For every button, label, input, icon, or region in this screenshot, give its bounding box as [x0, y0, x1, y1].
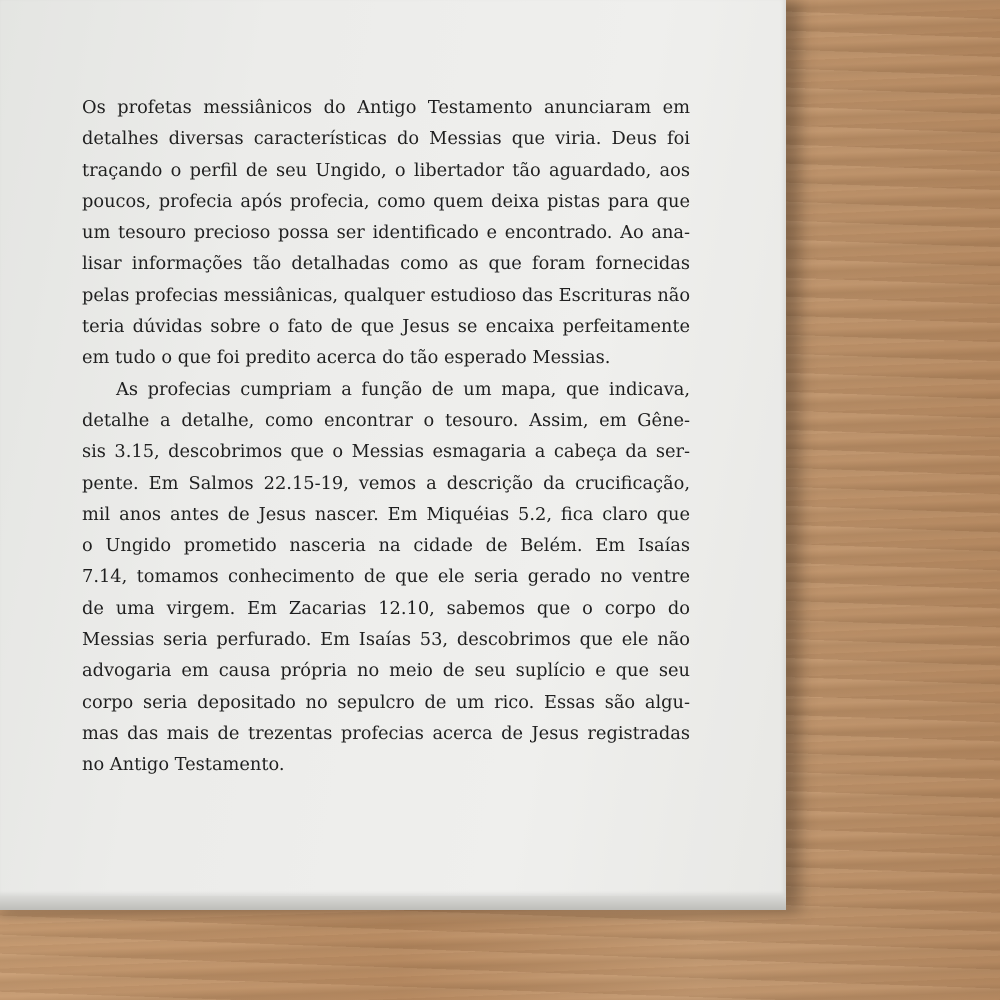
text-line: mas das mais de trezentas profecias acerca de Jesus registradas: [82, 722, 690, 744]
text-line: traçando o perfil de seu Ungido, o libertador tão aguardado, aos: [82, 159, 690, 181]
text-line: o Ungido prometido nasceria na cidade de Belém. Em Isaías: [82, 535, 690, 557]
text-line: em tudo o que foi predito acerca do tão esperado Messias.: [82, 347, 611, 369]
text-line: Os profetas messiânicos do Antigo Testamento anunciaram em: [82, 97, 690, 118]
text-line: lisar informações tão detalhadas como as que foram fornecidas: [82, 253, 690, 275]
text-line: pelas profecias messiânicas, qualquer estudioso das Escrituras não: [82, 284, 691, 306]
text-line: mil anos antes de Jesus nascer. Em Miquéias 5.2, fica claro que: [82, 503, 690, 525]
text-line: 7.14, tomamos conhecimento de que ele seria gerado no ventre: [82, 566, 690, 588]
paragraph-2: [82, 374, 690, 781]
text-line: advogaria em causa própria no meio de seu suplício e que seu: [82, 660, 690, 682]
text-line: detalhes diversas características do Messias que viria. Deus foi: [82, 128, 690, 150]
text-line: corpo seria depositado no sepulcro de um rico. Essas são algu-: [82, 691, 690, 713]
text-line: teria dúvidas sobre o fato de que Jesus se encaixa perfeitamente: [82, 316, 690, 338]
body-text: [82, 92, 690, 781]
text-line: As profecias cumpriam a função de um mapa, que indicava,: [116, 378, 690, 400]
text-line: um tesouro precioso possa ser identificado e encontrado. Ao ana-: [82, 222, 690, 244]
text-line: poucos, profecia após profecia, como quem deixa pistas para que: [82, 190, 690, 212]
text-line: de uma virgem. Em Zacarias 12.10, sabemos que o corpo do: [82, 597, 690, 619]
text-line: sis 3.15, descobrimos que o Messias esmagaria a cabeça da ser-: [82, 441, 690, 463]
text-line: pente. Em Salmos 22.15-19, vemos a descrição da crucificação,: [82, 472, 690, 494]
paragraph-1: [82, 92, 690, 374]
text-line: no Antigo Testamento.: [82, 754, 285, 776]
text-line: detalhe a detalhe, como encontrar o tesouro. Assim, em Gêne-: [82, 409, 690, 431]
text-line: Messias seria perfurado. Em Isaías 53, descobrimos que ele não: [82, 629, 690, 651]
page-bottom-edge: [0, 896, 786, 910]
